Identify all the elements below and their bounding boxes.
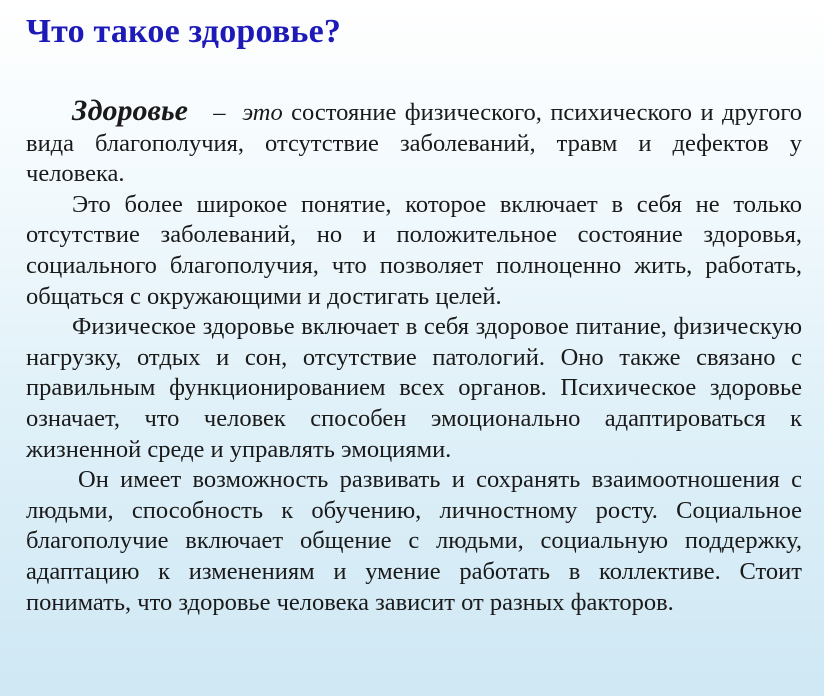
paragraph-social: Он имеет возможность развивать и сохранять взаимоотношения с людьми, способность к обучению, личностному росту. Социальное благополучие включает общение с людьми, социальную поддержку, адаптацию к изменениям и умение работать в коллективе. Стоит понимать, что здоровье человека зависит от разных факторов. <box>26 466 802 616</box>
paragraph-broad-concept: Это более широкое понятие, которое включает в себя не только отсутствие заболеваний, но и положительное состояние здоровья, социального благополучия, что позволяет полноценно жить, работать, общаться с окружающими и достигать целей. <box>26 190 802 310</box>
definition-paragraph <box>26 96 802 190</box>
paragraph-physical-mental: Физическое здоровье включает в себя здоровое питание, физическую нагрузку, отдых и сон, отсутствие патологий. Оно также связано с правильным функционированием всех органов. Психическое здоровье означает, что человек способен эмоционально адаптироваться к жизненной среде и управлять эмоциями. <box>26 313 802 463</box>
definition-is-word: это <box>242 99 283 126</box>
definition-text: состояние физического, психического и другого вида благополучия, отсутствие заболеваний, травм и дефектов у человека. <box>26 99 803 188</box>
slide-title: Что такое здоровье? <box>26 13 342 50</box>
definition-dash: – <box>213 99 226 126</box>
slide-body <box>26 96 802 618</box>
definition-term: Здоровье <box>72 94 188 127</box>
